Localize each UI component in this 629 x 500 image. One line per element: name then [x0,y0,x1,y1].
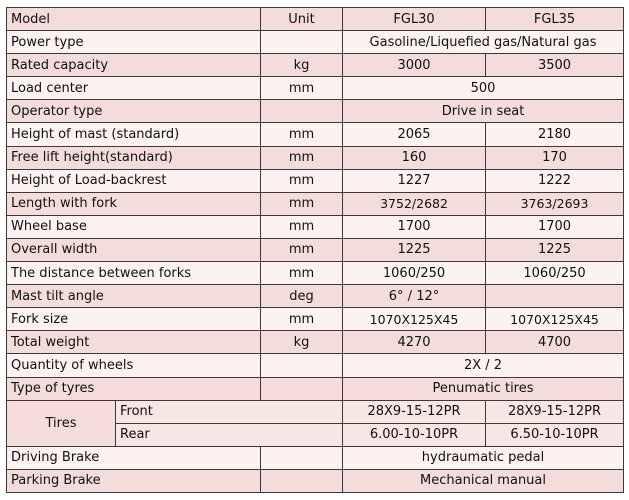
fgl30-value: 1700 [343,215,486,238]
row-value: 500 [343,77,624,100]
row-label: Total weight [7,331,261,354]
fgl35-value: 4700 [486,331,624,354]
row-label: Parking Brake [7,469,261,492]
row-unit [261,377,343,400]
table-row [7,100,624,123]
fgl30-header: FGL30 [343,8,486,31]
fgl35-value: 1060/250 [486,262,624,285]
row-unit: kg [261,54,343,77]
fgl35-value [486,285,624,308]
fgl35-value: 28X9-15-12PR [486,400,624,423]
row-value: 2X / 2 [343,354,624,377]
table-row [7,308,624,331]
row-unit: deg [261,285,343,308]
specification-table [6,7,624,493]
row-unit [261,31,343,54]
row-value: hydraumatic pedal [343,446,624,469]
row-label: Quantity of wheels [7,354,261,377]
row-label: Fork size [7,308,261,331]
fgl30-value: 1225 [343,238,486,261]
row-value: Gasoline/Liquefied gas/Natural gas [343,31,624,54]
model-header: Model [7,8,261,31]
fgl30-value: 3752/2682 [343,192,486,215]
row-label: Mast tilt angle [7,285,261,308]
table-row [7,238,624,261]
row-value: Mechanical manual [343,469,624,492]
row-unit [261,446,343,469]
fgl35-value: 1222 [486,169,624,192]
row-unit: mm [261,308,343,331]
row-unit: mm [261,238,343,261]
fgl35-value: 1070X125X45 [486,308,624,331]
table-row [7,123,624,146]
row-label: Load center [7,77,261,100]
row-unit: mm [261,262,343,285]
table-row [7,262,624,285]
row-unit: mm [261,192,343,215]
table-row [7,54,624,77]
tires-front-label: Front [116,400,343,423]
fgl30-value: 1070X125X45 [343,308,486,331]
table-row [7,331,624,354]
row-label: Free lift height(standard) [7,146,261,169]
table-row [7,215,624,238]
fgl35-value: 3763/2693 [486,192,624,215]
fgl35-header: FGL35 [486,8,624,31]
fgl35-value: 1225 [486,238,624,261]
row-value: Drive in seat [343,100,624,123]
fgl30-value: 28X9-15-12PR [343,400,486,423]
table-row [7,31,624,54]
row-unit: mm [261,146,343,169]
row-unit: mm [261,169,343,192]
row-label: Type of tyres [7,377,261,400]
row-label: Operator type [7,100,261,123]
table-row [7,377,624,400]
fgl35-value: 3500 [486,54,624,77]
row-unit [261,354,343,377]
table-row [7,77,624,100]
table-row [7,169,624,192]
row-label: Length with fork [7,192,261,215]
row-label: Height of mast (standard) [7,123,261,146]
table-row [7,146,624,169]
fgl30-value: 4270 [343,331,486,354]
table-row [7,354,624,377]
table-row [7,469,624,492]
table-row [7,285,624,308]
row-unit: mm [261,77,343,100]
row-label: Power type [7,31,261,54]
fgl30-value: 6.00-10-10PR [343,423,486,446]
row-unit [261,100,343,123]
row-label: Overall width [7,238,261,261]
unit-header: Unit [261,8,343,31]
row-label: Height of Load-backrest [7,169,261,192]
row-value: Penumatic tires [343,377,624,400]
fgl35-value: 2180 [486,123,624,146]
row-label: Driving Brake [7,446,261,469]
table-row [7,192,624,215]
fgl30-value: 3000 [343,54,486,77]
fgl30-value: 1227 [343,169,486,192]
row-unit: mm [261,123,343,146]
table-row [7,446,624,469]
tires-rear-label: Rear [116,423,343,446]
row-label: Rated capacity [7,54,261,77]
fgl30-value: 1060/250 [343,262,486,285]
row-unit: mm [261,215,343,238]
row-label: Wheel base [7,215,261,238]
table-row [7,400,624,423]
row-label: The distance between forks [7,262,261,285]
fgl30-value: 2065 [343,123,486,146]
fgl35-value: 170 [486,146,624,169]
fgl30-value: 6° / 12° [343,285,486,308]
row-unit [261,469,343,492]
tires-label: Tires [7,400,116,446]
fgl35-value: 6.50-10-10PR [486,423,624,446]
fgl30-value: 160 [343,146,486,169]
fgl35-value: 1700 [486,215,624,238]
row-unit: kg [261,331,343,354]
table-header-row [7,8,624,31]
